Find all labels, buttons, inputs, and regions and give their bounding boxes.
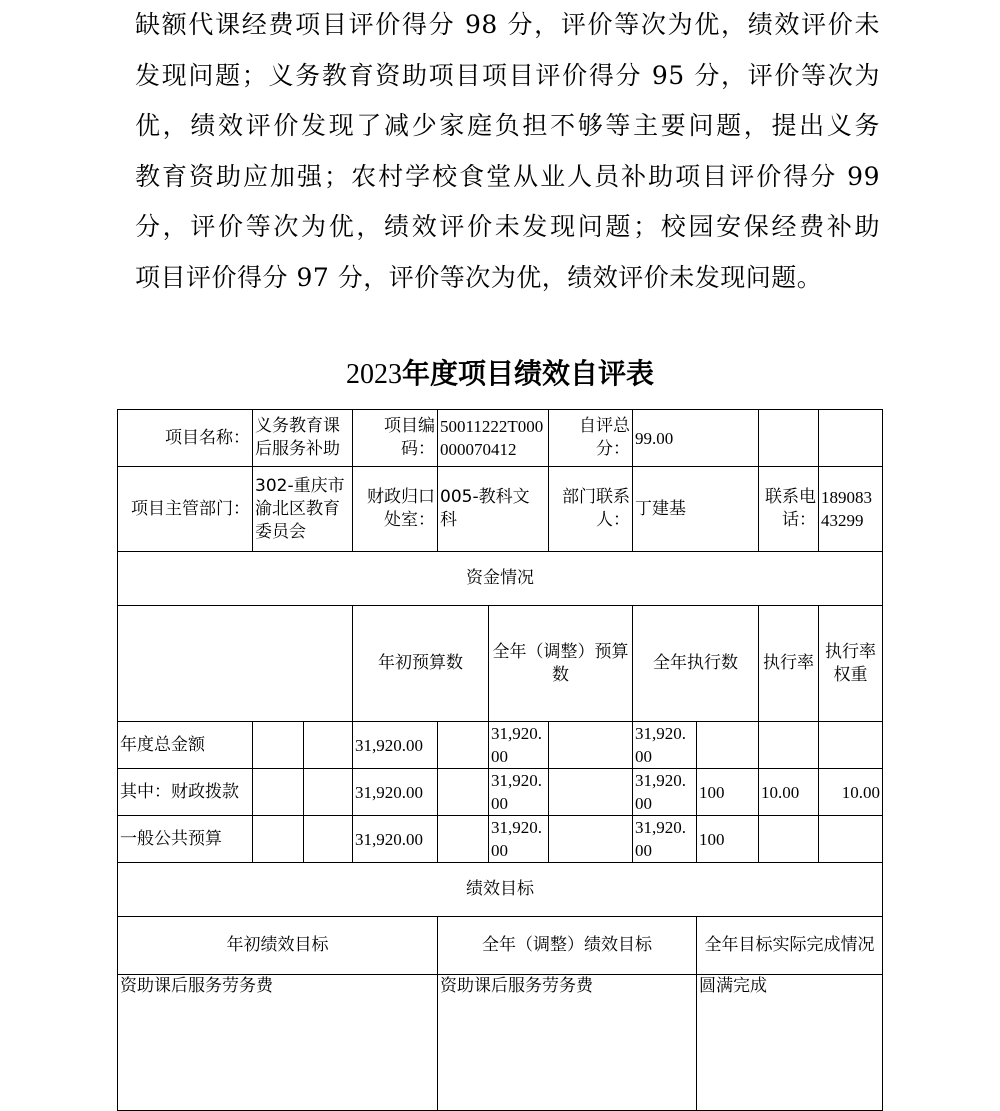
empty-cell <box>549 816 633 863</box>
funds-section-title: 资金情况 <box>118 552 883 606</box>
dept-value: 302-重庆市渝北区教育委员会 <box>253 467 353 552</box>
rate-score-value: 10.00 <box>819 769 883 816</box>
title-text: 年度项目绩效自评表 <box>401 357 654 390</box>
row-label: 一般公共预算 <box>118 816 253 863</box>
finance-office-value: 005-教科文科 <box>438 467 549 552</box>
paragraph-line: 教育资助应加强；农村学校食堂从业人员补助项目评价得分 99 <box>135 161 880 191</box>
exec-rate-value: 100 <box>697 816 759 863</box>
project-code-label: 项目编码： <box>353 410 438 467</box>
page-title <box>0 352 1000 392</box>
empty-cell <box>253 722 304 769</box>
empty-cell <box>438 769 489 816</box>
adjusted-budget-value: 31,920.00 <box>489 722 549 769</box>
rate-weight-value <box>759 816 819 863</box>
table-row <box>118 722 883 769</box>
row-label: 年度总金额 <box>118 722 253 769</box>
adjusted-goals-header: 全年（调整）绩效目标 <box>438 917 697 975</box>
initial-goals-header: 年初绩效目标 <box>118 917 438 975</box>
self-score-label: 自评总分： <box>549 410 633 467</box>
self-score-value: 99.00 <box>633 410 759 467</box>
paragraph-line: 发现问题；义务教育资助项目项目评价得分 95 分，评价等次为 <box>135 60 880 90</box>
initial-goals-value: 资助课后服务劳务费 <box>118 975 438 1111</box>
actual-completion-value: 圆满完成 <box>697 975 883 1111</box>
executed-value: 31,920.00 <box>633 722 697 769</box>
phone-value: 18908343299 <box>819 467 883 552</box>
title-year: 2023 <box>345 359 402 390</box>
empty-cell <box>438 722 489 769</box>
contact-label: 部门联系人： <box>549 467 633 552</box>
empty-cell <box>253 769 304 816</box>
empty-cell <box>438 816 489 863</box>
rate-weight-header: 执行率权重 <box>819 606 883 722</box>
empty-cell <box>118 606 353 722</box>
rate-weight-value <box>759 722 819 769</box>
contact-value: 丁建基 <box>633 467 759 552</box>
adjusted-budget-value: 31,920.00 <box>489 816 549 863</box>
table-row <box>118 816 883 863</box>
initial-budget-value: 31,920.00 <box>353 722 438 769</box>
exec-rate-value <box>697 722 759 769</box>
exec-rate-header: 执行率 <box>759 606 819 722</box>
paragraph-line: 缺额代课经费项目评价得分 98 分，评价等次为优，绩效评价未 <box>135 10 880 39</box>
self-evaluation-table <box>117 409 882 1050</box>
dept-label: 项目主管部门： <box>118 467 253 552</box>
rate-weight-value: 10.00 <box>759 769 819 816</box>
paragraph-line: 优，绩效评价发现了减少家庭负担不够等主要问题，提出义务 <box>135 111 880 140</box>
empty-cell <box>819 410 883 467</box>
executed-value: 31,920.00 <box>633 816 697 863</box>
rate-score-value <box>819 722 883 769</box>
exec-rate-value: 100 <box>697 769 759 816</box>
empty-cell <box>304 769 353 816</box>
empty-cell <box>304 816 353 863</box>
project-code-value: 50011222T000000070412 <box>438 410 549 467</box>
actual-completion-header: 全年目标实际完成情况 <box>697 917 883 975</box>
empty-cell <box>253 816 304 863</box>
empty-cell <box>304 722 353 769</box>
initial-budget-value: 31,920.00 <box>353 816 438 863</box>
row-label: 其中：财政拨款 <box>118 769 253 816</box>
rate-score-value <box>819 816 883 863</box>
empty-cell <box>549 769 633 816</box>
table-row <box>118 769 883 816</box>
executed-header: 全年执行数 <box>633 606 759 722</box>
adjusted-budget-value: 31,920.00 <box>489 769 549 816</box>
paragraph-line: 项目评价得分 97 分，评价等次为优，绩效评价未发现问题。 <box>135 262 823 292</box>
project-name-label: 项目名称： <box>118 410 253 467</box>
goals-section-title: 绩效目标 <box>118 863 883 917</box>
initial-budget-value: 31,920.00 <box>353 769 438 816</box>
adjusted-budget-header: 全年（调整）预算数 <box>489 606 633 722</box>
empty-cell <box>549 722 633 769</box>
intro-paragraph <box>135 0 880 303</box>
project-name-value: 义务教育课后服务补助 <box>253 410 353 467</box>
executed-value: 31,920.00 <box>633 769 697 816</box>
empty-cell <box>759 410 819 467</box>
finance-office-label: 财政归口处室： <box>353 467 438 552</box>
adjusted-goals-value: 资助课后服务劳务费 <box>438 975 697 1111</box>
paragraph-line: 分，评价等次为优，绩效评价未发现问题；校园安保经费补助 <box>135 212 880 241</box>
initial-budget-header: 年初预算数 <box>353 606 489 722</box>
phone-label: 联系电话： <box>759 467 819 552</box>
